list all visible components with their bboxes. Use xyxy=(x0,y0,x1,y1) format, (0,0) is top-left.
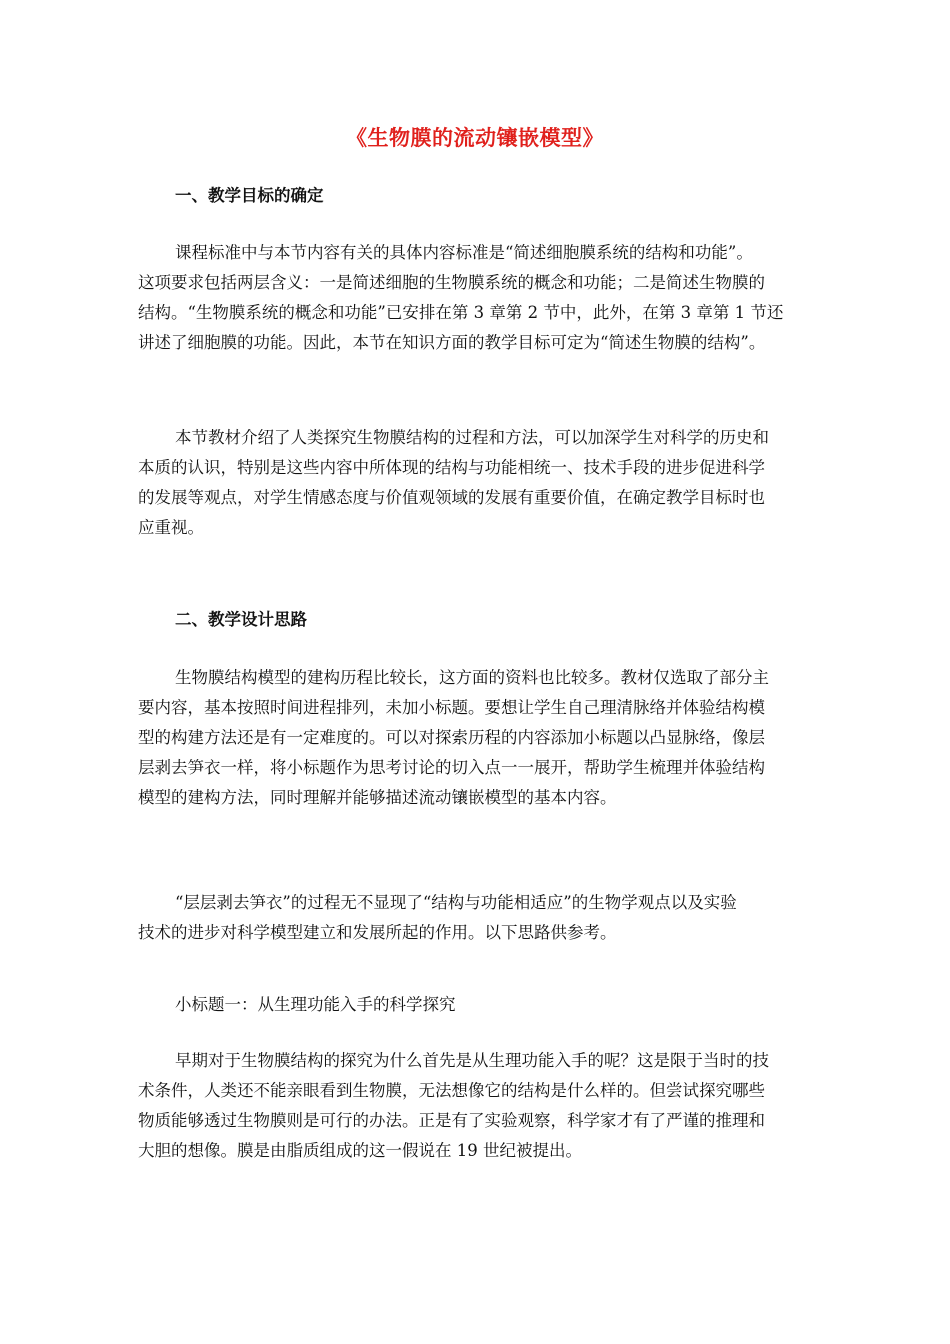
paragraph-course-standard xyxy=(138,238,814,358)
text-line: 技术的进步对科学模型建立和发展所起的作用。以下思路供参考。 xyxy=(138,923,617,942)
text-line: 本节教材介绍了人类探究生物膜结构的过程和方法，可以加深学生对科学的历史和 xyxy=(175,428,769,447)
text-line: 要内容，基本按照时间进程排列，未加小标题。要想让学生自己理清脉络并体验结构模 xyxy=(138,698,765,717)
text-line: 型的构建方法还是有一定难度的。可以对探索历程的内容添加小标题以凸显脉络，像层 xyxy=(138,728,765,747)
paragraph-textbook-intro xyxy=(138,423,814,543)
paragraph-peeling-process xyxy=(138,888,814,948)
text-line: 大胆的想像。膜是由脂质组成的这一假说在 19 世纪被提出。 xyxy=(138,1141,582,1160)
paragraph-early-inquiry xyxy=(138,1046,814,1166)
text-line: 这项要求包括两层含义：一是简述细胞的生物膜系统的概念和功能；二是简述生物膜的 xyxy=(138,273,765,292)
subtitle-physiology-inquiry: 小标题一：从生理功能入手的科学探究 xyxy=(175,995,456,1014)
text-line: 结构。“生物膜系统的概念和功能”已安排在第 3 章第 2 节中，此外，在第 3 章第 1 节还 xyxy=(138,303,784,322)
text-line: “层层剥去笋衣”的过程无不显现了“结构与功能相适应”的生物学观点以及实验 xyxy=(175,893,737,912)
text-line: 的发展等观点，对学生情感态度与价值观领域的发展有重要价值，在确定教学目标时也 xyxy=(138,488,765,507)
text-line: 术条件，人类还不能亲眼看到生物膜，无法想像它的结构是什么样的。但尝试探究哪些 xyxy=(138,1081,765,1100)
text-line: 层剥去笋衣一样，将小标题作为思考讨论的切入点一一展开，帮助学生梳理并体验结构 xyxy=(138,758,765,777)
paragraph-model-construction xyxy=(138,663,814,813)
document-title: 《生物膜的流动镶嵌模型》 xyxy=(346,126,604,150)
text-line: 课程标准中与本节内容有关的具体内容标准是“简述细胞膜系统的结构和功能”。 xyxy=(175,243,753,262)
section-heading-teaching-goals: 一、教学目标的确定 xyxy=(175,186,324,205)
text-line: 应重视。 xyxy=(138,518,204,537)
text-line: 讲述了细胞膜的功能。因此，本节在知识方面的教学目标可定为“简述生物膜的结构”。 xyxy=(138,333,766,352)
text-line: 生物膜结构模型的建构历程比较长，这方面的资料也比较多。教材仅选取了部分主 xyxy=(175,668,769,687)
section-heading-design-approach: 二、教学设计思路 xyxy=(175,610,307,629)
text-line: 早期对于生物膜结构的探究为什么首先是从生理功能入手的呢？这是限于当时的技 xyxy=(175,1051,769,1070)
text-line: 物质能够透过生物膜则是可行的办法。正是有了实验观察，科学家才有了严谨的推理和 xyxy=(138,1111,765,1130)
text-line: 模型的建构方法，同时理解并能够描述流动镶嵌模型的基本内容。 xyxy=(138,788,617,807)
text-line: 本质的认识，特别是这些内容中所体现的结构与功能相统一、技术手段的进步促进科学 xyxy=(138,458,765,477)
